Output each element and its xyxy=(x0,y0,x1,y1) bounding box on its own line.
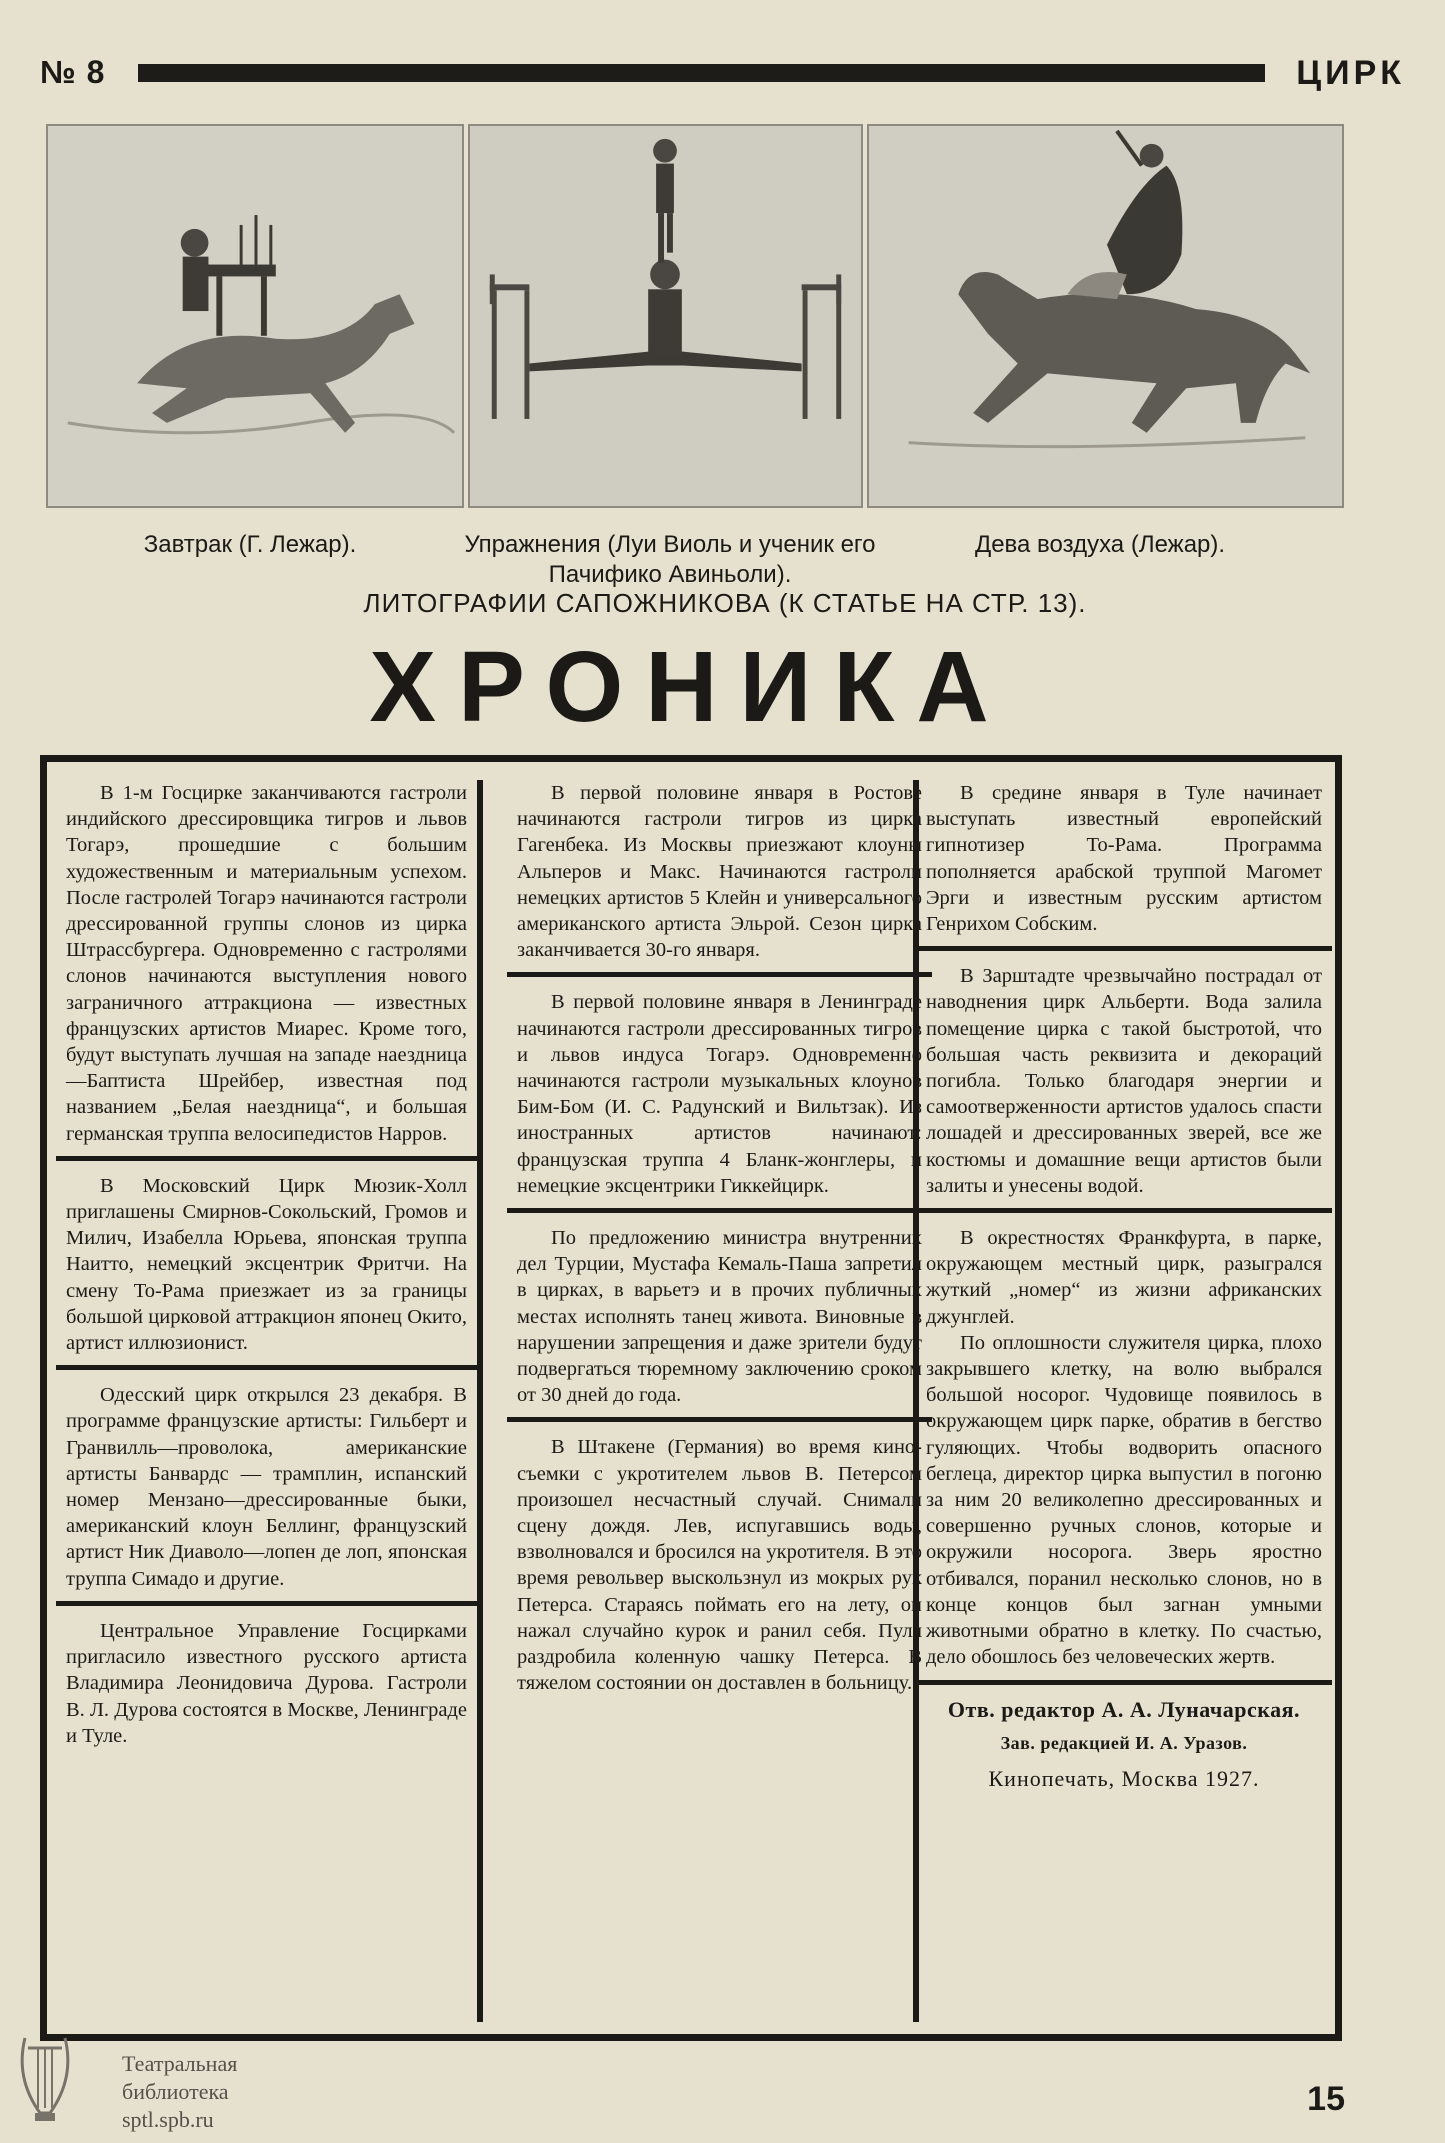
news-text: В Штакене (Германия) во время кино-съемки с укротителем львов В. Петерсом произошел несчастный случай. Снимали сцену дождя. Лев, испугавшись воды, взволновался и бросился на укротителя. В это время револьвер выскользнул из мокрых рук Петерса. Стараясь поймать его на лету, он нажал случайно курок и ранил себя. Пуля раздробила коленную чашку Петерса. В тяжелом состоянии он доставлен в больницу. xyxy=(517,1436,922,1695)
column-3 xyxy=(922,780,1326,2024)
issue-number: № 8 xyxy=(40,54,106,90)
item-divider xyxy=(916,1680,1332,1685)
item-divider xyxy=(916,946,1332,951)
item-divider xyxy=(507,1417,932,1422)
caption-exercises: Упражнения (Луи Виоль и ученик его Пачифико Авиньоли). xyxy=(464,531,876,588)
lithograph-exercises xyxy=(468,124,863,508)
lithograph-maiden-of-air xyxy=(867,124,1344,508)
news-text: В первой половине января в Ленинграде начинаются гастроли дрессированных тигров и львов индуса Тогарэ. Одновременно начинаются гастроли музыкальных клоунов Бим-Бом (И. С. Радунский и Вильтзак). Из иностранных артистов начинают: французская труппа 4 Бланк-жонглеры, и немецкие эксцентрики Гиккейцирк. xyxy=(517,991,922,1197)
news-item xyxy=(513,1434,926,1696)
library-line: Театральная xyxy=(122,2051,238,2076)
magazine-name: ЦИРК xyxy=(1296,54,1405,92)
page-header xyxy=(40,54,1405,94)
item-divider xyxy=(507,972,932,977)
news-item xyxy=(62,1382,471,1592)
item-divider xyxy=(56,1365,477,1370)
news-text: По оплошности служителя цирка, плохо закрывшего клетку, на волю выбрался большой носорог. Чудовище появилось в окружающем цирк парке, обратив в бегство гуляющих. Чтобы водворить опасного беглеца, директор цирка выпустил в погоню за ним 20 великолепно дрессированных и совершенно ручных слонов, которые и окружили носорога. Зверь яростно отбивался, поранил несколько слонов, но в конце концов был загнан умными животными обратно в клетку. По счастью, дело обошлось без человеческих жертв. xyxy=(926,1331,1322,1669)
news-item xyxy=(513,1225,926,1408)
news-text: По предложению министра внутренних дел Турции, Мустафа Кемаль-Паша запретил в цирках, в варьетэ и в прочих публичных местах исполнять танец живота. Виновные в нарушении запрещения и даже зрители будут подвергаться тюремному заключению сроком от 30 дней до года. xyxy=(517,1227,922,1407)
news-text: В Зарштадте чрезвычайно пострадал от наводнения цирк Альберти. Вода залила помещение цирка с такой быстротой, что большая часть реквизита и декораций погибла. Только благодаря энергии и самоотверженности артистов удалось спасти лошадей и дрессированных зверей, все же костюмы и домашние вещи артистов были залиты и унесены водой. xyxy=(926,965,1322,1197)
news-text: В 1-м Госцирке заканчиваются гастроли индийского дрессировщика тигров и львов Тогарэ, прошедшие с большим художественным и материальным успехом. После гастролей Тогарэ начинаются гастроли дрессированной группы слонов из цирка Штрассбургера. Одновременно с гастролями слонов начинаются выступления нового заграничного аттракциона — известных французских артистов Миарес. Кроме того, будут выступать лучшая на западе наездница—Баптиста Шрейбер, известная под названием „Белая наездница“, и большая германская труппа велосипедистов Нарров. xyxy=(66,782,467,1145)
news-item xyxy=(62,1173,471,1356)
news-item xyxy=(62,780,471,1147)
news-text: В Московский Цирк Мюзик-Холл приглашены Смирнов-Сокольский, Громов и Милич, Изабелла Юрьева, японская труппа Наитто, немецкий эксцентрик Фритчи. На смену То-Рама приезжает из за границы большой цирковой аттракцион японец Окито, артист иллюзионист. xyxy=(66,1174,467,1355)
item-divider xyxy=(507,1208,932,1213)
column-1 xyxy=(62,780,471,2024)
header-rule xyxy=(138,64,1265,82)
column-divider xyxy=(477,780,483,2022)
managing-editor-line: Зав. редакцией И. А. Уразов. xyxy=(1000,1732,1248,1753)
news-item xyxy=(513,780,926,963)
chronicle-frame xyxy=(40,755,1342,2041)
publisher-line: Кинопечать, Москва 1927. xyxy=(988,1765,1260,1791)
editor-line: Отв. редактор А. А. Луначарская. xyxy=(947,1696,1301,1722)
lithographs-credit: ЛИТОГРАФИИ САПОЖНИКОВА (К СТАТЬЕ НА СТР. 13). xyxy=(363,588,1087,618)
caption-maiden: Дева воздуха (Лежар). xyxy=(974,531,1226,558)
library-url: sptl.spb.ru xyxy=(122,2107,214,2132)
lithographs xyxy=(46,124,1344,508)
lyre-icon xyxy=(10,2018,80,2128)
column-2 xyxy=(513,780,926,2024)
library-watermark xyxy=(122,2050,237,2134)
item-divider xyxy=(916,1208,1332,1213)
news-text: Одесский цирк открылся 23 декабря. В программе французские артисты: Гильберт и Гранвилль—проволока, американские артисты Банвардс — трамплин, испанский номер Мензано—дрессированные быки, американский клоун Беллинг, французский артист Ник Диаволо—лопен де лоп, японская труппа Симадо и другие. xyxy=(66,1384,467,1590)
news-text: В окрестностях Франкфурта, в парке, окружающем местный цирк, разыгрался жуткий „номер“ из жизни африканских джунглей. xyxy=(926,1227,1322,1328)
news-text: В первой половине января в Ростове начинаются гастроли тигров из цирка Гагенбека. Из Москвы приезжают клоуны Альперов и Макс. Начинаются гастроли немецких артистов 5 Клейн и универсального американского артиста Эльрой. Сезон цирка заканчивается 30-го января. xyxy=(517,782,922,962)
news-item xyxy=(513,989,926,1199)
item-divider xyxy=(56,1601,477,1606)
news-text: В средине января в Туле начинает выступать известный европейский гипнотизер То-Рама. Программа пополняется арабской труппой Магомет Эрги и известным русским артистом Генрихом Собским. xyxy=(926,782,1322,936)
imprint xyxy=(922,1697,1326,1792)
lithograph-breakfast-rider xyxy=(46,124,464,508)
section-title: ХРОНИКА xyxy=(369,631,1011,743)
news-text: Центральное Управление Госцирками пригласило известного русского артиста Владимира Леонидовича Дурова. Гастроли В. Л. Дурова состоятся в Москве, Ленинграде и Туле. xyxy=(66,1619,467,1747)
news-item xyxy=(922,780,1326,937)
news-item xyxy=(62,1618,471,1749)
page-number: 15 xyxy=(1307,2080,1345,2118)
item-divider xyxy=(56,1156,477,1161)
caption-breakfast: Завтрак (Г. Лежар). xyxy=(143,531,357,558)
library-line: библиотека xyxy=(122,2079,229,2104)
news-item xyxy=(922,1225,1326,1670)
news-item xyxy=(922,963,1326,1199)
